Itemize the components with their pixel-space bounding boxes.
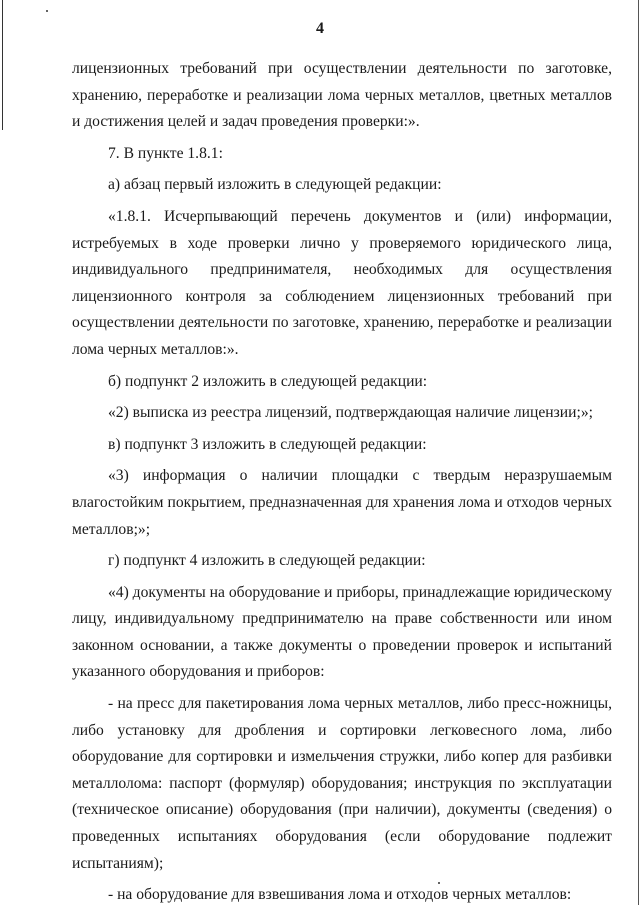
- document-body: [72, 56, 612, 909]
- paragraph: «3) информация о наличии площадки с твердым неразрушаемым влагостойким покрытием, предназначенная для хранения лома и отходов черных металлов;»;: [72, 467, 612, 538]
- paragraph: 7. В пункте 1.8.1:: [108, 144, 223, 162]
- paragraph: в) подпункт 3 изложить в следующей редакции:: [108, 435, 427, 453]
- paragraph: «1.8.1. Исчерпывающий перечень документов и (или) информации, истребуемых в ходе проверки лично у проверяемого юридического лица, индивидуального предпринимателя, необходимых для осуществления лицензионного контроля за соблюдением лицензионных требований при осуществлении деятельности по заготовке, хранению, переработке и реализации лома черных металлов:».: [72, 207, 612, 358]
- page-number: 4: [316, 20, 324, 37]
- paragraph: б) подпункт 2 изложить в следующей редакции:: [108, 372, 428, 390]
- paragraph: - на оборудование для взвешивания лома и отходов черных металлов:: [108, 886, 572, 904]
- paragraph: лицензионных требований при осуществлении деятельности по заготовке, хранению, переработке и реализации лома черных металлов, цветных металлов и достижения целей и задач проведения проверки:».: [72, 60, 612, 131]
- paragraph: а) абзац первый изложить в следующей редакции:: [108, 176, 442, 194]
- scan-speck: [46, 10, 48, 12]
- paragraph: г) подпункт 4 изложить в следующей редакции:: [108, 552, 426, 570]
- paragraph: «4) документы на оборудование и приборы, принадлежащие юридическому лицу, индивидуальному предпринимателю на праве собственности или ином законном основании, а также документы о проведении проверок и испытаний указанного оборудования и приборов:: [72, 583, 612, 681]
- scan-edge-right: [638, 0, 639, 905]
- paragraph: «2) выписка из реестра лицензий, подтверждающая наличие лицензии;»;: [108, 404, 593, 422]
- paragraph: - на пресс для пакетирования лома черных металлов, либо пресс-ножницы, либо установку для дробления и сортировки легковесного лома, либо оборудование для сортировки и измельчения стружки, либо копер для разбивки металлолома: паспорт (формуляр) оборудования; инструкция по эксплуатации (техническое описание) оборудования (при наличии), документы (сведения) о проведенных испытаниях оборудования (если оборудование подлежит испытаниям);: [72, 695, 612, 872]
